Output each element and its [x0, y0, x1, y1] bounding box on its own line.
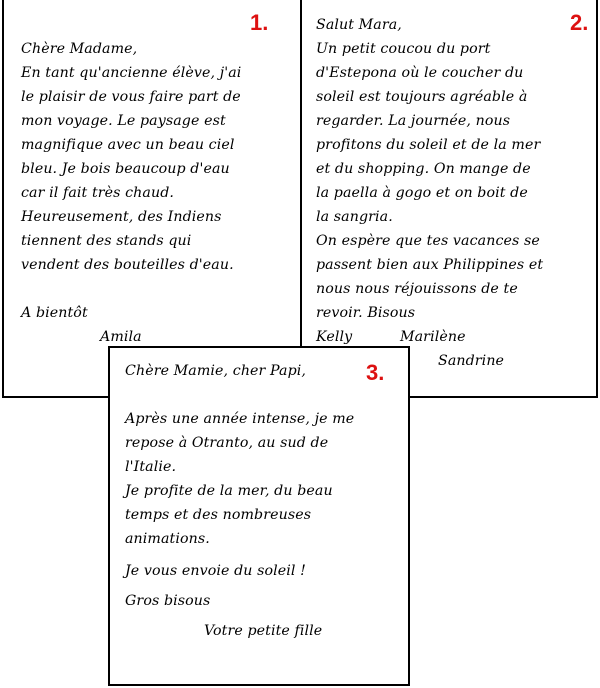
letter-3-closing: Gros bisous — [125, 593, 211, 609]
letter-number-3: 3. — [366, 360, 385, 385]
letter-1-body-line: le plaisir de vous faire part de — [21, 89, 241, 105]
letter-1-body-line: vendent des bouteilles d'eau. — [21, 257, 234, 273]
letter-2-body-line: nous nous réjouissons de te — [316, 281, 518, 297]
letter-2-greeting: Salut Mara, — [316, 17, 402, 33]
letter-3-body-line: animations. — [125, 531, 210, 547]
letter-3-body-line: Je profite de la mer, du beau — [125, 483, 333, 499]
letter-3-signature: Votre petite fille — [204, 623, 323, 639]
letter-2-body-line: et du shopping. On mange de — [316, 161, 531, 177]
letter-number-2: 2. — [570, 10, 589, 35]
letter-2-body-line: regarder. La journée, nous — [316, 113, 511, 129]
letter-2-signature-kelly: Kelly — [316, 329, 353, 345]
letter-3-greeting: Chère Mamie, cher Papi, — [125, 363, 307, 379]
letter-3-body-line: temps et des nombreuses — [125, 507, 312, 523]
letter-1-body-line: mon voyage. Le paysage est — [21, 113, 226, 129]
letter-2-body-line: passent bien aux Philippines et — [316, 257, 544, 273]
letter-1-body-line: bleu. Je bois beaucoup d'eau — [21, 161, 230, 177]
letter-2-body-line: soleil est toujours agréable à — [316, 89, 528, 105]
letter-card-3 — [108, 346, 410, 686]
letter-1-body-line: magnifique avec un beau ciel — [21, 137, 235, 153]
letter-card-1 — [2, 0, 302, 398]
letter-2-body-line: la sangria. — [316, 209, 393, 225]
letter-1-closing: A bientôt — [21, 305, 88, 321]
letter-1-body-line: car il fait très chaud. — [21, 185, 174, 201]
letter-3-body-line: Après une année intense, je me — [125, 411, 355, 427]
letter-2-signature-marilene: Marilène — [400, 329, 466, 345]
letter-number-1: 1. — [250, 10, 269, 35]
letter-3-body-line: repose à Otranto, au sud de — [125, 435, 329, 451]
letter-2-body-line: la paella à gogo et on boit de — [316, 185, 528, 201]
letter-2-signature-sandrine: Sandrine — [438, 353, 505, 369]
letter-1-body-line: En tant qu'ancienne élève, j'ai — [21, 65, 242, 81]
letter-2-body-line: revoir. Bisous — [316, 305, 416, 321]
letter-1-body-line: tiennent des stands qui — [21, 233, 192, 249]
letter-2-body-line: On espère que tes vacances se — [316, 233, 540, 249]
letter-card-2 — [300, 0, 598, 398]
letter-2-body-line: Un petit coucou du port — [316, 41, 491, 57]
letter-2-body-line: profitons du soleil et de la mer — [316, 137, 541, 153]
letter-1-greeting: Chère Madame, — [21, 41, 138, 57]
letter-2-body-line: d'Estepona où le coucher du — [316, 65, 524, 81]
letter-3-wish: Je vous envoie du soleil ! — [125, 563, 306, 579]
letter-3-body-line: l'Italie. — [125, 459, 177, 475]
letter-1-signature: Amila — [100, 329, 142, 345]
letter-1-body-line: Heureusement, des Indiens — [21, 209, 222, 225]
